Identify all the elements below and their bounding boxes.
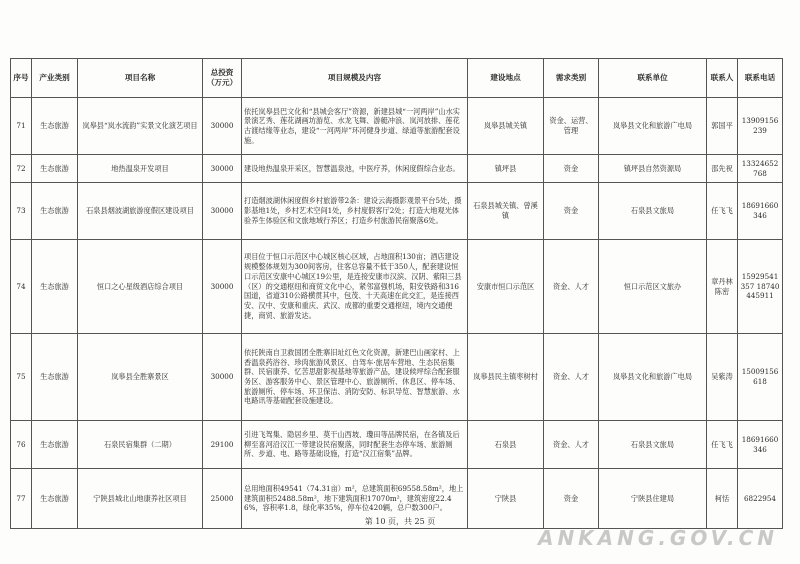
cell-content: 依托陕南自卫救国团全胜寨旧址红色文化资源，新建巴山画家村、上香温泉药浴谷、珍肉旅游风景区、自驾车·旅居车营地、生态民宿集群、民宿康养、忆苦思甜影视基地等旅游产品，建设候坪综合配套服务区、游客服务中心、景区管理中心、旅游厕所、休息区、停车场、旅游厕所、停车场、环卫保洁、消防安防、标识导览、智慧旅游、水电路讯等基础配套设施建设。 (242, 334, 468, 421)
cell-name: 宁陕县城北山地康养社区项目 (78, 469, 203, 529)
cell-investment: 25000 (203, 469, 242, 529)
table-row (11, 98, 783, 155)
cell-category: 生态旅游 (32, 240, 78, 334)
cell-content: 建设地热温泉开采区，智慧温泉池，中医疗养，休闲度假综合业态。 (242, 155, 468, 183)
header-category: 产业类别 (32, 59, 78, 98)
cell-category: 生态旅游 (32, 421, 78, 469)
header-name: 项目名称 (78, 59, 203, 98)
header-investment: 总投资（万元） (203, 59, 242, 98)
cell-contact: 任飞飞 (707, 421, 738, 469)
cell-investment: 30000 (203, 183, 242, 240)
cell-no: 74 (11, 240, 32, 334)
site-watermark: ANKANG.GOV.CN (537, 526, 778, 550)
table-row (11, 421, 783, 469)
cell-name: 岚皋县“岚水流韵”实景文化演艺项目 (78, 98, 203, 155)
cell-content: 打造烟波湖休闲度假乡村旅游带2条：建设云海摄影观景平台5处，摄影基地1处，乡村艺术空间1处，乡村度假客厅2处；打造大地观光体验养生体验区和文旅地域行养区；打造乡村旅游民宿聚落6处。 (242, 183, 468, 240)
cell-content: 总用地面积49541（74.31亩）m²，总建筑面积69558.58m²，地上建筑面积52488.58m²，地下建筑面积17070m²，建筑密度22.46%，容积率1.8，绿化率35%，停车位420辆，总户数300户。 (242, 469, 468, 529)
cell-investment: 30000 (203, 334, 242, 421)
header-demand: 需求类别 (544, 59, 599, 98)
cell-name: 恒口之心星级酒店综合项目 (78, 240, 203, 334)
cell-phone: 13909156239 (738, 98, 783, 155)
cell-unit: 石泉县文旅局 (599, 183, 707, 240)
cell-location: 镇坪县 (468, 155, 544, 183)
cell-no: 71 (11, 98, 32, 155)
table-row (11, 240, 783, 334)
cell-unit: 岚皋县文化和旅游广电局 (599, 334, 707, 421)
header-location: 建设地点 (468, 59, 544, 98)
cell-location: 石泉县城关镇、曾溪镇 (468, 183, 544, 240)
cell-unit: 镇坪县自然资源局 (599, 155, 707, 183)
cell-unit: 岚皋县文化和旅游广电局 (599, 98, 707, 155)
cell-phone: 15929541357 18740445911 (738, 240, 783, 334)
cell-phone: 15009156618 (738, 334, 783, 421)
cell-content: 依托岚皋县巴文化和“县城会客厅”资源，新建县城“一河两岸”山水实景演艺秀、莲花湖画坊游览、水龙飞舞、游艇冲浪、岚河放排、莲花古渡结缘等业态，建设“一河两岸”环河健身步道、绿道等旅游配套设施。 (242, 98, 468, 155)
cell-unit: 宁陕县住建局 (599, 469, 707, 529)
cell-demand: 资金、人才 (544, 334, 599, 421)
cell-location: 石泉县 (468, 421, 544, 469)
cell-investment: 30000 (203, 155, 242, 183)
table-row (11, 183, 783, 240)
cell-category: 生态旅游 (32, 98, 78, 155)
cell-category: 生态旅游 (32, 469, 78, 529)
cell-location: 宁陕县 (468, 469, 544, 529)
header-no: 序号 (11, 59, 32, 98)
header-content: 项目规模及内容 (242, 59, 468, 98)
cell-no: 76 (11, 421, 32, 469)
cell-no: 73 (11, 183, 32, 240)
cell-demand: 资金、运营、管理 (544, 98, 599, 155)
cell-contact: 郭国平 (707, 98, 738, 155)
cell-contact: 吴紫涛 (707, 334, 738, 421)
header-unit: 联系单位 (599, 59, 707, 98)
cell-content: 引进飞驾集、隐居乡里、莫干山西坡、瓊田等品牌民宿，在各镇及后柳至喜河沿汉江一带建设民宿聚落，同时配套生态停车场、旅游厕所、步道、电、路等基础设施，打造“汉江宿集”品牌。 (242, 421, 468, 469)
cell-category: 生态旅游 (32, 155, 78, 183)
cell-category: 生态旅游 (32, 334, 78, 421)
cell-name: 石泉县烟波湖旅游度假区建设项目 (78, 183, 203, 240)
project-table (10, 58, 783, 529)
cell-content: 项目位于恒口示范区中心城区核心区域，占地面积130亩；酒店建设规模整体规划为300间客房，住客总容量不低于350人，配套建设恒口示范区安康中心城区19公里，是连接安康市汉滨、汉阴、紫阳三县（区）的交通枢纽和商贸文化中心，紧邻富强机场，阳安铁路和316国道，省道310公路横贯其中，包茂、十天高速在此交汇，是连接西安、汉中、安康和重庆、武汉、成都的重要交通枢纽，境内交通便捷，商贸、旅游发达。 (242, 240, 468, 334)
cell-contact: 邵先祝 (707, 155, 738, 183)
cell-location: 安康市恒口示范区 (468, 240, 544, 334)
cell-contact: 任飞飞 (707, 183, 738, 240)
cell-name: 石泉民宿集群（二期） (78, 421, 203, 469)
header-contact: 联系人 (707, 59, 738, 98)
cell-investment: 30000 (203, 240, 242, 334)
header-phone: 联系电话 (738, 59, 783, 98)
table-row (11, 155, 783, 183)
cell-contact: 柯恬 (707, 469, 738, 529)
cell-demand: 资金 (544, 155, 599, 183)
cell-name: 岚皋县全胜寨景区 (78, 334, 203, 421)
cell-unit: 石泉县文旅局 (599, 421, 707, 469)
cell-demand: 资金、人才 (544, 240, 599, 334)
cell-no: 72 (11, 155, 32, 183)
cell-investment: 29100 (203, 421, 242, 469)
cell-investment: 30000 (203, 98, 242, 155)
cell-phone: 18691660346 (738, 421, 783, 469)
cell-unit: 恒口示范区文旅办 (599, 240, 707, 334)
cell-phone: 6822954 (738, 469, 783, 529)
cell-category: 生态旅游 (32, 183, 78, 240)
cell-phone: 13324652768 (738, 155, 783, 183)
cell-demand: 资金 (544, 183, 599, 240)
cell-location: 岚皋县民主镇枣树村 (468, 334, 544, 421)
cell-contact: 章丹林 陈密 (707, 240, 738, 334)
cell-phone: 18691660346 (738, 183, 783, 240)
cell-no: 77 (11, 469, 32, 529)
cell-demand: 资金、人才 (544, 421, 599, 469)
cell-no: 75 (11, 334, 32, 421)
table-header-row (11, 59, 783, 98)
table-row (11, 334, 783, 421)
page-number: 第 10 页，共 25 页 (364, 517, 436, 526)
cell-location: 岚皋县城关镇 (468, 98, 544, 155)
cell-demand: 资金 (544, 469, 599, 529)
cell-name: 地热温泉开发项目 (78, 155, 203, 183)
